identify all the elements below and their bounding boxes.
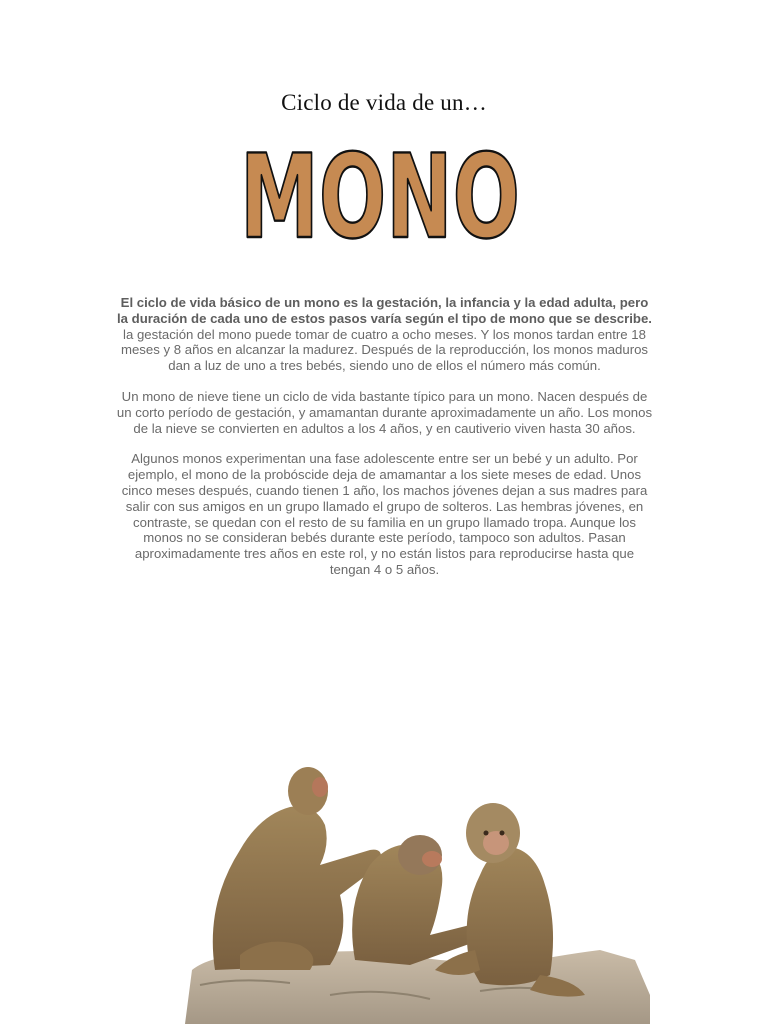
monkeys-grooming-on-rock-photo: [180, 755, 655, 1024]
paragraph-3: Algunos monos experimentan una fase adolescente entre ser un bebé y un adulto. Por ejemplo, el mono de la probóscide deja de amamantar a los siete meses de edad. Unos cinco meses después, cuando tienen 1 año, los machos jóvenes dejan a sus madres para salir con sus amigos en un grupo llamado el grupo de solteros. Las hembras jóvenes, en contraste, se quedan con el resto de su familia en un grupo llamado tropa. Aunque los monos no se consideran bebés durante este período, tampoco son adultos. Pasan aproximadamente tres años en este rol, y no están listos para reproducirse hasta que tengan 4 o 5 años.: [121, 451, 648, 577]
paragraph-1-text: la gestación del mono puede tomar de cuatro a ocho meses. Y los monos tardan entre 18 meses y 8 años en alcanzar la madurez. Después de la reproducción, los monos maduros dan a luz de uno a tres bebés, siendo uno de ellos el número más común.: [120, 326, 649, 374]
title-mono: [230, 130, 530, 265]
paragraph-2: Un mono de nieve tiene un ciclo de vida bastante típico para un mono. Nacen después de un corto período de gestación, y amamantan durante aproximadamente un año. Los monos de la nieve se convierten en adultos a los 4 años, y en cautiverio viven hasta 30 años.: [116, 388, 653, 436]
body-text: [116, 295, 653, 593]
paragraph-1: [116, 295, 653, 374]
subtitle: Ciclo de vida de un…: [281, 90, 487, 115]
title-text: MONO: [240, 130, 520, 265]
paragraph-1-bold-lead: El ciclo de vida básico de un mono es la gestación, la infancia y la edad adulta, pero la duración de cada uno de estos pasos varía según el tipo de mono que se describe.: [117, 295, 652, 326]
